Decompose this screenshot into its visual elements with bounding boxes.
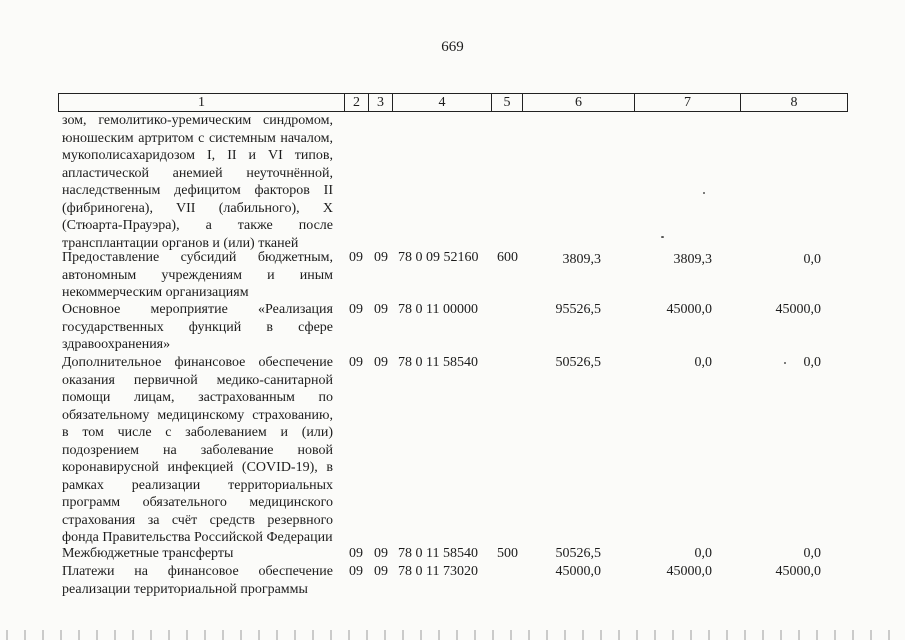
target-article-code: 78 0 09 52160 [398, 250, 479, 265]
section-code: 09 [349, 302, 363, 317]
table-row [58, 563, 848, 599]
row-description: Дополнительное финансовое обеспечение оказания первичной медико-санитарной помощи лицам, застрахованным по обязательному медицинскому страхованию, в том числе с заболеванием и (или) подозрением на заболевание новой коронавирусной инфекцией (COVID-19), в рамках реализации территориальных программ обязательного медицинского страхования за счёт средств резервного фонда Правительства Российской Федерации [62, 355, 333, 545]
amount-col-7: 45000,0 [666, 564, 712, 579]
row-description: Платежи на финансовое обеспечение реализации территориальной программы [62, 564, 333, 597]
header-col-1: 1 [198, 95, 205, 110]
header-col-8: 8 [740, 94, 847, 111]
target-article-code: 78 0 11 58540 [398, 355, 478, 370]
scan-speck [661, 236, 664, 238]
table-row [58, 545, 848, 563]
scan-speck [703, 192, 705, 194]
subsection-code: 09 [374, 546, 388, 561]
table-row [58, 301, 848, 354]
amount-col-6: 3809,3 [562, 252, 601, 267]
header-col-4: 4 [392, 94, 491, 111]
target-article-code: 78 0 11 00000 [398, 302, 478, 317]
amount-col-8: 0,0 [803, 355, 821, 370]
section-code: 09 [349, 564, 363, 579]
expense-type-code: 500 [497, 546, 518, 561]
subsection-code: 09 [374, 250, 388, 265]
amount-col-8: 45000,0 [775, 302, 821, 317]
amount-col-6: 45000,0 [555, 564, 601, 579]
header-col-7: 7 [634, 94, 740, 111]
amount-col-6: 50526,5 [555, 355, 601, 370]
amount-col-8: 45000,0 [775, 564, 821, 579]
expense-type-code: 600 [497, 250, 518, 265]
row-description: зом, гемолитико-уремическим синдромом, юношеским артритом с системным началом, мукополисахаридозом I, II и VI типов, апластической анемией неуточнённой, наследственным дефицитом факторов II (фибриногена), VII (лабильного), X (Стюарта-Прауэра), а также после трансплантации органов и (или) тканей [62, 113, 333, 251]
section-code: 09 [349, 546, 363, 561]
row-description: Основное мероприятие «Реализация государственных функций в сфере здравоохранения» [62, 302, 333, 352]
table-header [58, 93, 848, 112]
amount-col-7: 3809,3 [673, 252, 712, 267]
amount-col-8: 0,0 [803, 546, 821, 561]
amount-col-7: 45000,0 [666, 302, 712, 317]
amount-col-6: 50526,5 [555, 546, 601, 561]
header-col-6: 6 [522, 94, 634, 111]
section-code: 09 [349, 355, 363, 370]
subsection-code: 09 [374, 564, 388, 579]
table-row [58, 249, 848, 301]
header-col-5: 5 [491, 94, 522, 111]
header-col-2: 2 [344, 94, 368, 111]
amount-col-8: 0,0 [803, 252, 821, 267]
amount-col-6: 95526,5 [555, 302, 601, 317]
row-description: Межбюджетные трансферты [62, 546, 234, 561]
scan-edge-noise [0, 630, 905, 640]
target-article-code: 78 0 11 73020 [398, 564, 478, 579]
target-article-code: 78 0 11 58540 [398, 546, 478, 561]
section-code: 09 [349, 250, 363, 265]
table-row [58, 354, 848, 545]
scan-speck [784, 362, 786, 364]
amount-col-7: 0,0 [694, 355, 712, 370]
page-number: 669 [441, 39, 464, 55]
table-row [58, 112, 848, 249]
subsection-code: 09 [374, 302, 388, 317]
subsection-code: 09 [374, 355, 388, 370]
header-col-3: 3 [368, 94, 392, 111]
table-body [58, 112, 848, 599]
amount-col-7: 0,0 [694, 546, 712, 561]
row-description: Предоставление субсидий бюджетным, автономным учреждениям и иным некоммерческим организациям [62, 250, 333, 300]
